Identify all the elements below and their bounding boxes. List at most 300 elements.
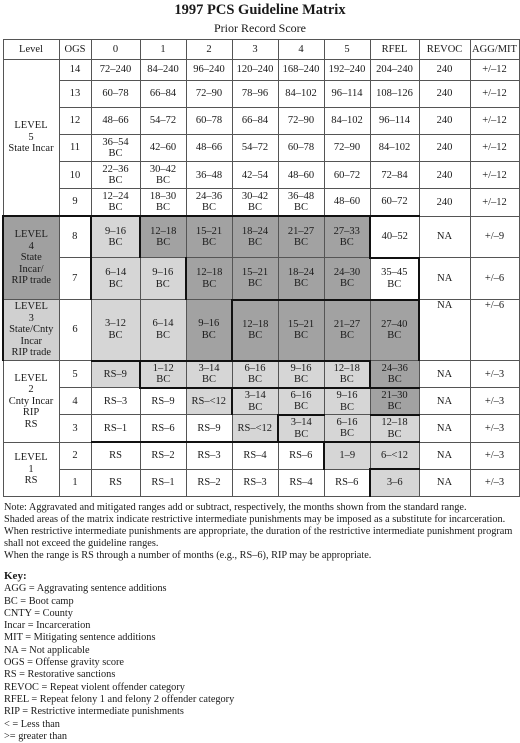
range-line: 48–60	[333, 196, 361, 208]
range-line: BC	[247, 202, 262, 214]
range-cell	[186, 388, 232, 415]
agg-mit-cell: +/–12	[470, 59, 519, 80]
note-line: Shaded areas of the matrix indicate restrictive intermediate punishments may be imposed as a substitute for incarceration.	[4, 514, 506, 525]
range-cell	[324, 135, 370, 162]
rfel-cell	[370, 361, 419, 388]
range-line: 48–66	[195, 142, 223, 154]
ogs-cell: 8	[59, 216, 91, 258]
range-cell	[140, 469, 186, 496]
range-line: BC	[339, 428, 354, 440]
matrix-row	[3, 361, 519, 388]
range-line: BC	[293, 374, 308, 386]
range-cell	[324, 415, 370, 442]
note-line: Note: Aggravated and mitigated ranges add or subtract, respectively, the months shown from the standard range.	[4, 502, 467, 513]
ogs-cell: 2	[59, 442, 91, 469]
range-cell	[140, 107, 186, 134]
range-cell	[186, 107, 232, 134]
range-line: 72–90	[287, 115, 315, 127]
range-cell	[91, 107, 140, 134]
range-line: RS–2	[151, 450, 175, 462]
range-line: BC	[108, 175, 123, 187]
range-line: RS–4	[243, 450, 267, 462]
range-cell	[91, 135, 140, 162]
range-line: RS–<12	[237, 422, 272, 434]
range-line: 27–40	[381, 318, 408, 330]
range-line: 12–18	[196, 267, 223, 279]
range-cell	[91, 189, 140, 216]
range-cell	[232, 361, 278, 388]
rfel-cell	[370, 162, 419, 189]
agg-mit-cell: +/–3	[470, 469, 519, 496]
range-cell	[232, 135, 278, 162]
range-cell	[232, 162, 278, 189]
range-line: 96–114	[378, 115, 411, 127]
level-label-line: 3	[28, 312, 34, 324]
range-line: 21–27	[287, 225, 315, 237]
range-line: BC	[156, 237, 171, 249]
level-label-line: Cnty Incar	[8, 395, 54, 407]
range-line: 72–240	[99, 64, 132, 76]
range-line: 96–114	[331, 88, 363, 100]
range-cell	[186, 80, 232, 107]
range-line: 1–9	[339, 450, 356, 462]
range-line: BC	[247, 374, 262, 386]
range-line: 36–48	[287, 190, 315, 202]
range-cell	[91, 388, 140, 415]
range-cell	[91, 469, 140, 496]
ogs-cell: 10	[59, 162, 91, 189]
range-cell	[278, 388, 324, 415]
range-cell	[186, 59, 232, 80]
range-cell	[140, 216, 186, 258]
revoc-cell: NA	[419, 388, 470, 415]
range-cell	[232, 189, 278, 216]
revoc-cell: NA	[419, 442, 470, 469]
level-label-line: Incar	[20, 335, 43, 347]
range-line: RS–2	[197, 477, 221, 489]
range-cell	[278, 361, 324, 388]
rfel-cell	[370, 107, 419, 134]
range-cell	[140, 258, 186, 300]
key-legend	[4, 570, 518, 743]
range-cell	[324, 258, 370, 300]
key-item: RIP = Restrictive intermediate punishments	[4, 706, 184, 718]
notes	[4, 502, 518, 562]
rfel-cell	[370, 469, 419, 496]
range-line: 6–14	[152, 318, 174, 330]
range-line: 12–18	[242, 318, 269, 330]
range-line: BC	[387, 330, 402, 342]
matrix-row	[3, 107, 519, 134]
ogs-cell: 13	[59, 80, 91, 107]
range-line: RS–9	[197, 422, 221, 434]
ogs-cell: 3	[59, 415, 91, 442]
range-line: BC	[387, 374, 402, 385]
revoc-cell: NA	[419, 415, 470, 442]
key-item: RS = Restorative sanctions	[4, 669, 116, 681]
rfel-cell	[370, 216, 419, 258]
matrix-row	[3, 135, 519, 162]
header-cell: 1	[140, 40, 186, 60]
range-line: 54–72	[149, 115, 177, 127]
range-cell	[140, 162, 186, 189]
note-line: When the range is RS through a number of months (e.g., RS–6), RIP may be appropriate.	[4, 550, 372, 561]
agg-mit-cell: +/–3	[470, 442, 519, 469]
range-line: 120–240	[236, 64, 274, 76]
range-line: 9–16	[198, 318, 220, 330]
header-cell: AGG/MIT	[470, 40, 519, 60]
range-line: RS–3	[243, 477, 267, 489]
range-line: BC	[293, 237, 308, 249]
matrix-row	[3, 216, 519, 258]
range-line: BC	[108, 329, 123, 341]
range-cell	[140, 442, 186, 469]
matrix-row	[3, 300, 519, 361]
range-cell	[278, 216, 324, 258]
ogs-cell: 12	[59, 107, 91, 134]
range-line: 78–96	[241, 88, 269, 100]
range-cell	[278, 300, 324, 361]
key-item: BC = Boot camp	[4, 595, 74, 607]
range-cell	[140, 300, 186, 361]
range-cell	[186, 216, 232, 258]
range-line: 24–30	[333, 266, 361, 278]
range-line: 168–240	[282, 64, 320, 76]
agg-mit-cell: +/–12	[470, 189, 519, 216]
range-line: 84–102	[285, 88, 317, 100]
revoc-cell: NA	[419, 216, 470, 258]
range-cell	[324, 300, 370, 361]
guideline-matrix	[2, 39, 520, 497]
range-line: 48–60	[287, 169, 315, 181]
range-cell	[278, 189, 324, 216]
range-cell	[140, 135, 186, 162]
range-line: 12–18	[333, 362, 360, 374]
range-line: BC	[201, 329, 216, 341]
range-line: BC	[293, 330, 308, 342]
range-line: 24–36	[381, 362, 408, 374]
range-line: BC	[339, 330, 354, 342]
revoc-cell: NA	[419, 469, 470, 496]
range-line: 1–12	[152, 362, 174, 374]
range-line: RS–1	[151, 477, 175, 489]
range-line: 42–54	[241, 169, 269, 181]
range-cell	[186, 469, 232, 496]
range-cell	[140, 361, 186, 388]
agg-mit-cell: +/–12	[470, 135, 519, 162]
range-line: BC	[247, 237, 262, 249]
rfel-cell	[370, 59, 419, 80]
agg-mit-cell: +/–9	[470, 216, 519, 258]
ogs-cell: 14	[59, 59, 91, 80]
range-line: 24–36	[195, 190, 223, 202]
rfel-cell	[370, 442, 419, 469]
range-line: BC	[387, 428, 402, 440]
range-line: 72–90	[333, 142, 361, 154]
range-line: RS–3	[103, 395, 128, 407]
range-line: BC	[155, 278, 170, 290]
ogs-cell: 5	[59, 361, 91, 388]
range-cell	[186, 415, 232, 442]
ogs-cell: 7	[59, 258, 91, 300]
range-line: 66–84	[149, 88, 177, 100]
header-cell: OGS	[59, 40, 91, 60]
range-line: 18–24	[287, 266, 315, 278]
range-line: 40–52	[381, 231, 408, 243]
level-label-line: RIP	[22, 407, 40, 419]
level-label-line: 2	[28, 384, 34, 396]
range-line: 30–42	[149, 163, 177, 175]
note-line: When restrictive intermediate punishments are appropriate, the duration of the restrictive intermediate punishment program shall not exceed the guideline ranges.	[4, 526, 513, 549]
range-line: 48–66	[102, 115, 129, 127]
range-line: 60–78	[102, 88, 129, 100]
level-label-line: Incar/	[19, 263, 44, 275]
range-cell	[186, 442, 232, 469]
range-line: 9–16	[336, 390, 358, 402]
range-line: 6–16	[290, 389, 312, 401]
rfel-cell	[370, 415, 419, 442]
range-cell	[324, 162, 370, 189]
page-subtitle: Prior Record Score	[214, 21, 306, 35]
header-cell: 2	[186, 40, 232, 60]
range-line: 18–24	[241, 225, 269, 237]
range-line: 60–78	[287, 142, 315, 154]
header-cell: REVOC	[419, 40, 470, 60]
range-cell	[91, 300, 140, 361]
level-label-line: State/Cnty	[9, 324, 54, 336]
range-line: 21–30	[381, 389, 408, 401]
level-label-line: LEVEL	[14, 229, 48, 241]
page-title: 1997 PCS Guideline Matrix	[174, 2, 346, 18]
revoc-cell: NA	[419, 258, 470, 300]
rfel-cell	[370, 300, 419, 361]
revoc-cell: 240	[419, 135, 470, 162]
agg-mit-cell: +/–6	[470, 300, 519, 361]
level-label-l1	[3, 442, 59, 496]
range-line: 3–14	[290, 417, 312, 429]
range-line: 12–18	[381, 417, 408, 429]
range-cell	[278, 162, 324, 189]
level-label-line: RS	[24, 475, 38, 487]
range-line: 22–36	[102, 163, 129, 175]
agg-mit-cell: +/–12	[470, 80, 519, 107]
range-cell	[278, 442, 324, 469]
range-line: 204–240	[376, 64, 413, 76]
level-label-l3	[3, 300, 59, 361]
key-title: Key:	[4, 570, 27, 582]
range-line: RS–<12	[191, 395, 226, 407]
matrix-row	[3, 258, 519, 300]
header-cell: 5	[324, 40, 370, 60]
rfel-cell	[370, 80, 419, 107]
range-line: BC	[387, 278, 402, 290]
range-line: 192–240	[328, 64, 366, 76]
range-cell	[324, 216, 370, 258]
range-cell	[324, 80, 370, 107]
range-line: 3–6	[386, 477, 403, 489]
key-item: RFEL = Repeat felony 1 and felony 2 offender category	[4, 693, 235, 705]
key-item: CNTY = County	[4, 607, 73, 619]
matrix-row	[3, 469, 519, 496]
level-label-line: 5	[28, 131, 34, 143]
revoc-cell: 240	[419, 107, 470, 134]
range-cell	[186, 189, 232, 216]
header-cell: Level	[3, 40, 59, 60]
key-item: OGS = Offense gravity score	[4, 657, 124, 669]
range-line: 42–60	[149, 142, 177, 154]
level-label-line: State	[20, 252, 42, 264]
range-cell	[91, 361, 140, 388]
range-line: 3–14	[198, 362, 220, 374]
range-cell	[140, 388, 186, 415]
header-cell: RFEL	[370, 40, 419, 60]
range-line: BC	[248, 401, 263, 413]
level-label-l4	[3, 216, 59, 300]
range-line: BC	[108, 202, 123, 214]
level-label-line: LEVEL	[14, 120, 48, 132]
range-line: BC	[294, 428, 309, 440]
range-cell	[232, 415, 278, 442]
range-line: BC	[155, 175, 170, 187]
range-line: 72–84	[381, 169, 408, 181]
revoc-cell: 240	[419, 189, 470, 216]
range-line: RS–3	[197, 450, 221, 462]
key-item: REVOC = Repeat violent offender category	[4, 681, 185, 693]
range-cell	[186, 300, 232, 361]
range-line: RS–4	[289, 477, 313, 489]
range-cell	[232, 216, 278, 258]
level-label-line: State Incar	[8, 143, 54, 155]
range-line: 60–72	[381, 196, 408, 208]
range-line: BC	[293, 278, 308, 290]
range-line: 72–90	[195, 88, 223, 100]
range-cell	[324, 442, 370, 469]
range-line: 12–18	[150, 225, 177, 237]
range-line: BC	[108, 148, 123, 160]
ogs-cell: 11	[59, 135, 91, 162]
range-line: 9–16	[105, 225, 126, 237]
range-line: RS–9	[151, 395, 175, 407]
key-item: MIT = Mitigating sentence additions	[4, 632, 156, 644]
level-label-line: 1	[28, 463, 34, 475]
rfel-cell	[370, 258, 419, 300]
range-line: 60–72	[333, 169, 361, 181]
key-item: AGG = Aggravating sentence additions	[4, 583, 167, 595]
rfel-cell	[370, 189, 419, 216]
range-cell	[140, 189, 186, 216]
range-cell	[232, 442, 278, 469]
range-line: 18–30	[149, 190, 177, 202]
range-cell	[324, 107, 370, 134]
revoc-cell: NA	[419, 300, 470, 361]
ogs-cell: 4	[59, 388, 91, 415]
range-cell	[91, 216, 140, 258]
rfel-cell	[370, 135, 419, 162]
range-cell	[232, 469, 278, 496]
range-cell	[278, 415, 324, 442]
range-line: 84–240	[147, 64, 179, 76]
range-line: RS–6	[289, 450, 313, 462]
range-line: 21–27	[333, 318, 361, 330]
agg-mit-cell: +/–3	[470, 361, 519, 388]
level-label-line: 4	[28, 240, 34, 252]
range-cell	[278, 135, 324, 162]
level-label-line: RIP trade	[11, 275, 52, 287]
range-line: BC	[339, 401, 354, 413]
range-line: 9–16	[290, 362, 312, 374]
range-line: 96–240	[193, 64, 225, 76]
range-cell	[91, 258, 140, 300]
range-cell	[232, 258, 278, 300]
range-cell	[324, 189, 370, 216]
range-line: 6–<12	[381, 449, 408, 461]
range-line: 36–54	[102, 136, 129, 148]
range-line: BC	[339, 278, 354, 290]
ogs-cell: 6	[59, 300, 91, 361]
level-label-l5	[3, 59, 59, 216]
matrix-row	[3, 80, 519, 107]
range-cell	[140, 80, 186, 107]
range-cell	[324, 59, 370, 80]
range-cell	[278, 469, 324, 496]
range-cell	[232, 107, 278, 134]
range-line: BC	[201, 202, 216, 214]
range-line: BC	[339, 237, 354, 249]
range-line: RS	[109, 450, 122, 462]
header-cell: 3	[232, 40, 278, 60]
ogs-cell: 9	[59, 189, 91, 216]
range-line: 54–72	[241, 142, 269, 154]
header-cell: 4	[278, 40, 324, 60]
range-line: BC	[293, 202, 308, 214]
rfel-cell	[370, 388, 419, 415]
range-line: BC	[201, 237, 216, 249]
range-line: 27–33	[333, 225, 360, 237]
range-cell	[91, 162, 140, 189]
agg-mit-cell: +/–6	[470, 258, 519, 300]
level-label-line: RS	[24, 418, 38, 430]
range-line: 15–21	[287, 318, 315, 330]
range-line: BC	[156, 374, 171, 386]
range-line: 66–84	[241, 115, 269, 127]
range-line: BC	[248, 330, 263, 342]
revoc-cell: 240	[419, 80, 470, 107]
range-line: RS	[109, 477, 122, 489]
level-label-line: RIP trade	[11, 347, 52, 359]
range-line: 9–16	[152, 267, 174, 279]
matrix-row	[3, 442, 519, 469]
revoc-cell: 240	[419, 59, 470, 80]
range-line: 15–21	[241, 266, 269, 278]
matrix-row	[3, 162, 519, 189]
range-cell	[140, 415, 186, 442]
range-line: 15–21	[195, 225, 223, 237]
range-line: 36–48	[195, 169, 223, 181]
level-label-line: LEVEL	[14, 452, 48, 464]
level-label-line: LEVEL	[14, 301, 48, 313]
range-line: 84–102	[378, 142, 411, 154]
range-cell	[324, 388, 370, 415]
range-cell	[91, 415, 140, 442]
ogs-cell: 1	[59, 469, 91, 496]
range-line: 30–42	[241, 190, 269, 202]
range-line: 3–14	[244, 390, 266, 402]
range-line: BC	[155, 329, 170, 341]
agg-mit-cell: +/–3	[470, 388, 519, 415]
range-cell	[91, 442, 140, 469]
range-line: RS–6	[335, 477, 359, 489]
range-line: 108–126	[376, 88, 413, 100]
